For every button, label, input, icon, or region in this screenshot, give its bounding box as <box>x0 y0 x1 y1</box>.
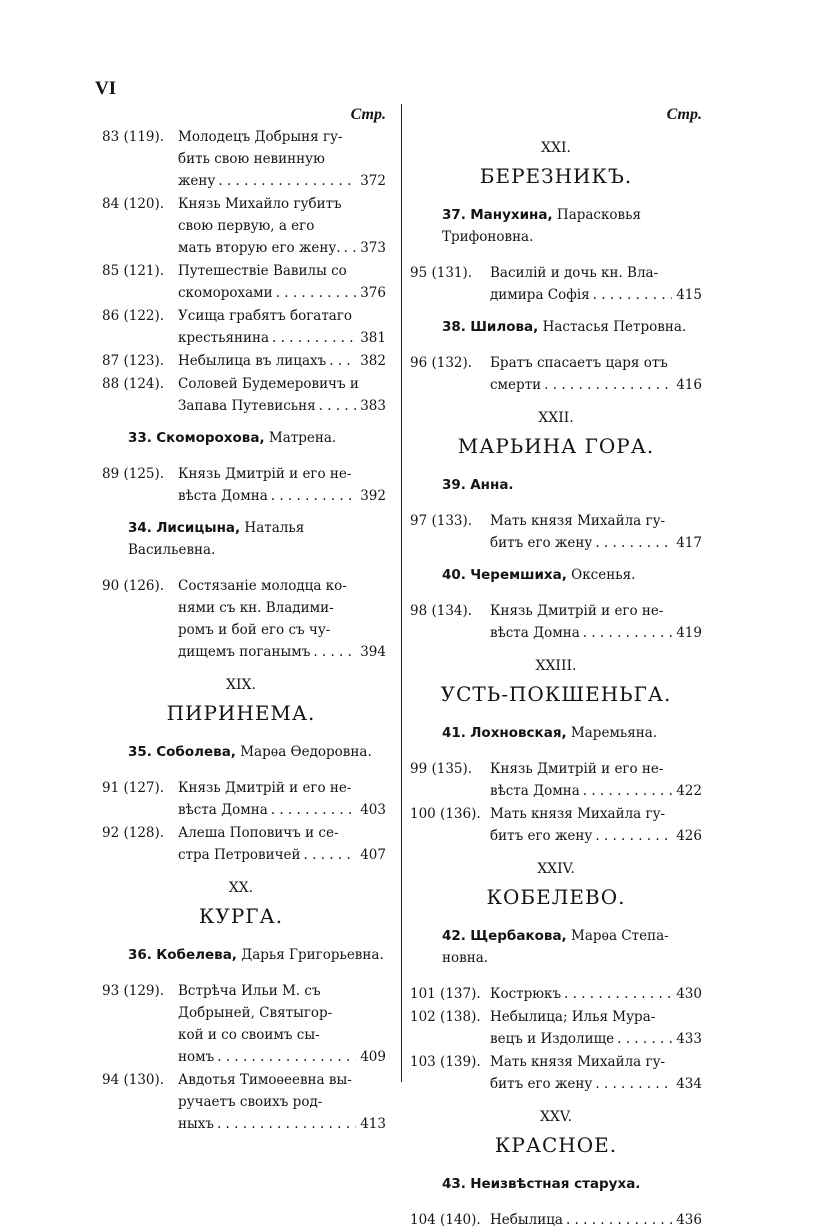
section-numeral: XXIV. <box>537 861 575 877</box>
place-heading: КУРГА. <box>198 904 284 928</box>
page-number: 415 <box>676 287 702 303</box>
toc-entry <box>410 1051 702 1095</box>
singer-number: 41. <box>442 725 466 741</box>
entry-title-line <box>178 777 386 799</box>
entry-number: 86 (122). <box>102 308 165 324</box>
page-number: 433 <box>676 1031 702 1047</box>
entry-title-line <box>178 237 386 259</box>
entry-title-text: нями съ кн. Владими- <box>178 600 334 616</box>
column-divider <box>401 104 402 1082</box>
entry-title-text: Молодецъ Добрыня гу- <box>178 129 343 145</box>
toc-entry <box>96 575 386 663</box>
toc-entry <box>410 510 702 554</box>
entry-title-text: ручаетъ своихъ род- <box>178 1094 323 1110</box>
page-label: Стр. <box>666 106 702 123</box>
singer-name: Щербакова, <box>470 928 567 944</box>
page-number: 417 <box>676 535 702 551</box>
singer-number: 34. <box>128 520 152 536</box>
toc-entry <box>96 1069 386 1135</box>
dot-leader <box>217 1046 356 1068</box>
entry-title-line <box>178 575 386 597</box>
entry-title-line <box>178 215 386 237</box>
singer-number: 36. <box>128 947 152 963</box>
singer-heading <box>128 741 386 763</box>
toc-entry <box>96 822 386 866</box>
singer-given-name: Марѳа Ѳедоровна. <box>235 744 372 760</box>
entry-title-text: Небылица <box>490 1212 563 1228</box>
dot-leader <box>276 282 356 304</box>
entry-title-line <box>178 1113 386 1135</box>
entry-title-text: димира Софія <box>490 287 590 303</box>
entry-title-text: Соловей Будемеровичъ и <box>178 376 359 392</box>
entry-title-line <box>178 395 386 417</box>
singer-heading <box>128 427 386 449</box>
singer-number: 37. <box>442 207 466 223</box>
dot-leader <box>566 1209 672 1231</box>
entry-title-text: Кострюкъ <box>490 986 562 1002</box>
dot-leader <box>271 799 356 821</box>
toc-entry <box>96 463 386 507</box>
entry-number: 94 (130). <box>102 1072 165 1088</box>
entry-title-text: Небылица въ лицахъ <box>178 353 327 369</box>
entry-number: 98 (134). <box>410 603 473 619</box>
dot-leader <box>564 983 672 1005</box>
entry-title-text: Василій и дочь кн. Вла- <box>490 265 659 281</box>
entry-title-line <box>490 1051 702 1073</box>
entry-title-line <box>490 532 702 554</box>
entry-number: 101 (137). <box>410 986 481 1002</box>
toc-entry <box>410 262 702 306</box>
entry-title-line <box>490 825 702 847</box>
entry-number: 97 (133). <box>410 513 473 529</box>
dot-leader <box>313 641 356 663</box>
entry-title-text: вѣста Домна <box>490 625 580 641</box>
entry-number: 87 (123). <box>102 353 165 369</box>
entry-number: 104 (140). <box>410 1212 481 1228</box>
entry-title-text: битъ его жену <box>490 1076 593 1092</box>
singer-name: Скоморохова, <box>156 430 265 446</box>
entry-title-line <box>178 260 386 282</box>
entry-title-text: вѣста Домна <box>178 488 268 504</box>
entry-title-line <box>178 1091 386 1113</box>
entry-title-text: Авдотья Тимоѳеевна вы- <box>178 1072 352 1088</box>
entry-number: 100 (136). <box>410 806 481 822</box>
singer-number: 40. <box>442 567 466 583</box>
entry-title-line <box>490 758 702 780</box>
place-heading: БЕРЕЗНИКЪ. <box>479 164 633 188</box>
entry-title-line <box>178 193 386 215</box>
dot-leader <box>595 1073 672 1095</box>
section-numeral: XXV. <box>539 1109 573 1125</box>
singer-number: 43. <box>442 1176 466 1192</box>
entry-title-line <box>490 284 702 306</box>
toc-entry <box>96 126 386 192</box>
entry-title-text: Мать князя Михайла гу- <box>490 513 666 529</box>
page-number: 430 <box>676 986 702 1002</box>
entry-title-line <box>178 1046 386 1068</box>
page-number: 383 <box>360 398 386 414</box>
entry-title-text: вѣста Домна <box>178 802 268 818</box>
page-number: 416 <box>676 377 702 393</box>
entry-title-text: Встрѣча Ильи М. съ <box>178 983 321 999</box>
dot-leader <box>583 780 672 802</box>
page-number: 407 <box>360 847 386 863</box>
toc-entry <box>96 777 386 821</box>
entry-title-text: ныхъ <box>178 1116 214 1132</box>
singer-given-name: Оксенья. <box>566 567 636 583</box>
toc-entry <box>410 1006 702 1050</box>
entry-title-line <box>178 1024 386 1046</box>
entry-title-line <box>490 622 702 644</box>
entry-title-line <box>178 619 386 641</box>
singer-heading <box>442 1173 702 1195</box>
singer-heading <box>442 474 702 496</box>
page-number: 422 <box>676 783 702 799</box>
entry-title-text: крестьянина <box>178 330 270 346</box>
page-number: 381 <box>360 330 386 346</box>
singer-given-name: Парасковья Трифоновна. <box>442 207 642 245</box>
entry-title-line <box>178 148 386 170</box>
singer-number: 38. <box>442 319 466 335</box>
page-number: 419 <box>676 625 702 641</box>
entry-title-text: Князь Дмитрій и его не- <box>490 761 664 777</box>
entry-number: 91 (127). <box>102 780 165 796</box>
entry-title-text: жену <box>178 173 216 189</box>
dot-leader <box>344 237 356 259</box>
singer-name: Кобелева, <box>156 947 237 963</box>
entry-number: 85 (121). <box>102 263 165 279</box>
toc-column-right <box>410 104 702 1232</box>
page-number: 376 <box>360 285 386 301</box>
entry-number: 96 (132). <box>410 355 473 371</box>
entry-title-text: Путешествіе Вавилы со <box>178 263 347 279</box>
entry-title-text: стра Петровичей <box>178 847 301 863</box>
entry-title-text: ромъ и бой его съ чу- <box>178 622 331 638</box>
section-numeral: XIX. <box>226 677 256 693</box>
entry-number: 89 (125). <box>102 466 165 482</box>
singer-name: Лисицына, <box>156 520 241 536</box>
entry-title-line <box>178 597 386 619</box>
singer-heading <box>128 944 386 966</box>
entry-title-text: вецъ и Издолище <box>490 1031 615 1047</box>
singer-heading <box>442 564 702 586</box>
entry-title-line <box>490 510 702 532</box>
dot-leader <box>329 350 356 372</box>
dot-leader <box>319 395 356 417</box>
toc-entry <box>96 305 386 349</box>
singer-name: Анна. <box>470 477 514 493</box>
singer-given-name: Маремьяна. <box>566 725 658 741</box>
entry-title-text: Добрыней, Святыгор- <box>178 1005 333 1021</box>
entry-number: 99 (135). <box>410 761 473 777</box>
entry-title-text: мать вторую его жену. <box>178 240 341 256</box>
page-number: 403 <box>360 802 386 818</box>
folio: VI <box>95 78 117 99</box>
entry-title-line <box>490 1209 702 1231</box>
entry-title-text: Князь Михайло губитъ <box>178 196 342 212</box>
entry-title-line <box>178 126 386 148</box>
singer-number: 42. <box>442 928 466 944</box>
entry-title-text: вѣста Домна <box>490 783 580 799</box>
singer-number: 39. <box>442 477 466 493</box>
toc-entry <box>410 803 702 847</box>
page-number: 382 <box>360 353 386 369</box>
entry-title-line <box>178 844 386 866</box>
entry-title-text: бить свою невинную <box>178 151 325 167</box>
toc-column-left <box>96 104 386 1136</box>
entry-title-text: свою первую, а его <box>178 218 315 234</box>
page-label: Стр. <box>350 106 386 123</box>
entry-title-line <box>178 373 386 395</box>
entry-title-line <box>490 780 702 802</box>
entry-title-text: скоморохами <box>178 285 273 301</box>
page-number: 426 <box>676 828 702 844</box>
entry-number: 90 (126). <box>102 578 165 594</box>
section-numeral: XXII. <box>538 410 574 426</box>
entry-title-line <box>490 1073 702 1095</box>
entry-title-line <box>178 350 386 372</box>
dot-leader <box>218 170 356 192</box>
toc-entry <box>96 193 386 259</box>
singer-number: 35. <box>128 744 152 760</box>
place-heading: УСТЬ-ПОКШЕНЬГА. <box>440 682 672 706</box>
toc-entry <box>410 1209 702 1231</box>
dot-leader <box>544 374 672 396</box>
toc-entry <box>410 600 702 644</box>
entry-title-line <box>490 262 702 284</box>
entry-number: 88 (124). <box>102 376 165 392</box>
entry-title-line <box>490 1028 702 1050</box>
entry-title-line <box>178 822 386 844</box>
entry-title-text: смерти <box>490 377 542 393</box>
singer-name: Соболева, <box>156 744 236 760</box>
dot-leader <box>617 1028 672 1050</box>
toc-entry <box>410 983 702 1005</box>
page-number: 373 <box>360 240 386 256</box>
page-number: 436 <box>676 1212 702 1228</box>
entry-title-text: Небылица; Илья Мура- <box>490 1009 656 1025</box>
entry-title-line <box>490 1006 702 1028</box>
entry-title-text: Князь Дмитрій и его не- <box>178 466 352 482</box>
entry-number: 95 (131). <box>410 265 473 281</box>
entry-title-line <box>178 1069 386 1091</box>
entry-title-line <box>178 980 386 1002</box>
page-number: 372 <box>360 173 386 189</box>
dot-leader <box>595 825 672 847</box>
toc-entry <box>96 980 386 1068</box>
toc-entry <box>96 350 386 372</box>
dot-leader <box>304 844 356 866</box>
singer-given-name: Настасья Петровна. <box>538 319 687 335</box>
page-number: 392 <box>360 488 386 504</box>
entry-title-line <box>490 374 702 396</box>
toc-entry <box>410 352 702 396</box>
singer-given-name: Дарья Григорьевна. <box>236 947 384 963</box>
singer-name: Черемшиха, <box>470 567 567 583</box>
singer-given-name: Марѳа Степа-новна. <box>442 928 669 966</box>
entry-title-text: Князь Дмитрій и его не- <box>490 603 664 619</box>
entry-title-line <box>178 327 386 349</box>
entry-title-line <box>490 352 702 374</box>
dot-leader <box>583 622 672 644</box>
entry-number: 83 (119). <box>102 129 165 145</box>
singer-given-name: Матрена. <box>264 430 337 446</box>
entry-title-text: Запава Путевисьня <box>178 398 316 414</box>
section-numeral: XXIII. <box>535 658 577 674</box>
dot-leader <box>271 485 356 507</box>
singer-heading <box>442 925 702 969</box>
singer-number: 33. <box>128 430 152 446</box>
entry-number: 93 (129). <box>102 983 165 999</box>
section-numeral: XXI. <box>541 140 571 156</box>
entry-title-line <box>178 463 386 485</box>
entry-title-text: Усища грабятъ богатаго <box>178 308 353 324</box>
singer-given-name: Наталья Васильевна. <box>128 520 305 558</box>
page-number: 409 <box>360 1049 386 1065</box>
entry-title-line <box>490 803 702 825</box>
entry-title-text: битъ его жену <box>490 535 593 551</box>
place-heading: КОБЕЛЕВО. <box>486 885 626 909</box>
singer-name: Манухина, <box>470 207 553 223</box>
singer-name: Неизвѣстная старуха. <box>470 1176 641 1192</box>
entry-title-text: дищемъ поганымъ <box>178 644 311 660</box>
section-numeral: XX. <box>228 880 254 896</box>
toc-entry <box>96 260 386 304</box>
page-number: 413 <box>360 1116 386 1132</box>
toc-entry <box>410 758 702 802</box>
entry-title-line <box>490 983 702 1005</box>
singer-heading <box>442 204 702 248</box>
entry-title-text: Мать князя Михайла гу- <box>490 806 666 822</box>
entry-title-line <box>178 641 386 663</box>
page-number: 394 <box>360 644 386 660</box>
entry-title-line <box>178 282 386 304</box>
entry-title-line <box>178 485 386 507</box>
entry-title-line <box>178 170 386 192</box>
entry-title-line <box>178 799 386 821</box>
singer-name: Шилова, <box>470 319 539 335</box>
entry-title-text: Князь Дмитрій и его не- <box>178 780 352 796</box>
singer-heading <box>128 517 386 561</box>
page-number: 434 <box>676 1076 702 1092</box>
entry-title-text: номъ <box>178 1049 215 1065</box>
entry-title-line <box>178 305 386 327</box>
singer-name: Лохновская, <box>470 725 567 741</box>
place-heading: МАРЬИНА ГОРА. <box>457 434 655 458</box>
entry-title-text: кой и со своимъ сы- <box>178 1027 320 1043</box>
dot-leader <box>593 284 672 306</box>
singer-heading <box>442 722 702 744</box>
entry-title-line <box>490 600 702 622</box>
place-heading: КРАСНОЕ. <box>494 1133 618 1157</box>
entry-title-text: Братъ спасаетъ царя отъ <box>490 355 668 371</box>
entry-number: 84 (120). <box>102 196 165 212</box>
singer-heading <box>442 316 702 338</box>
entry-number: 102 (138). <box>410 1009 481 1025</box>
entry-number: 103 (139). <box>410 1054 481 1070</box>
entry-number: 92 (128). <box>102 825 165 841</box>
place-heading: ПИРИНЕМА. <box>166 701 316 725</box>
entry-title-text: Алеша Поповичъ и се- <box>178 825 339 841</box>
dot-leader <box>595 532 672 554</box>
entry-title-text: Мать князя Михайла гу- <box>490 1054 666 1070</box>
entry-title-line <box>178 1002 386 1024</box>
entry-title-text: Состязаніе молодца ко- <box>178 578 347 594</box>
dot-leader <box>272 327 356 349</box>
entry-title-text: битъ его жену <box>490 828 593 844</box>
toc-entry <box>96 373 386 417</box>
dot-leader <box>217 1113 356 1135</box>
